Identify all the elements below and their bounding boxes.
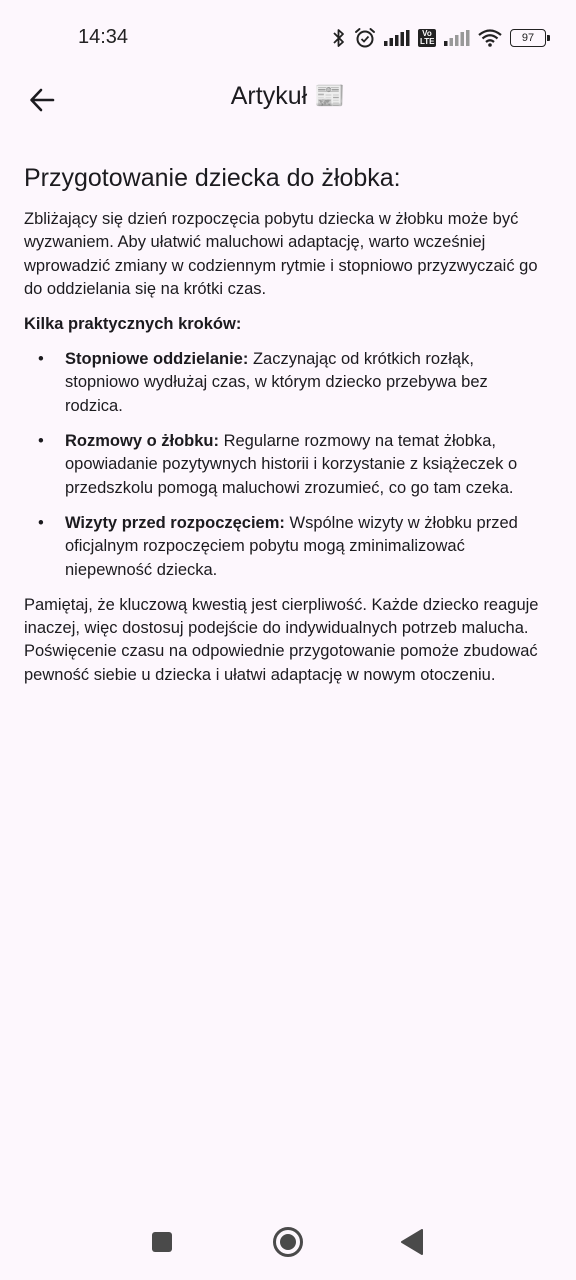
step-text: Zaczynając od krótkich rozłąk, stopniowo wydłużaj czas, w którym dziecko przebywa bez rodzica. <box>65 350 488 415</box>
bullet: • <box>38 513 44 532</box>
status-bar <box>0 0 576 76</box>
article-heading: Przygotowanie dziecka do żłobka: <box>24 164 401 192</box>
recents-button[interactable] <box>142 1222 182 1262</box>
step-text: Regularne rozmowy na temat żłobka, opowiadanie pozytywnych historii i korzystanie z książeczek o przedszkolu pomogą maluchowi zrozumieć, co go tam czeka. <box>65 432 518 497</box>
article-intro: Zbliżający się dzień rozpoczęcia pobytu dziecka w żłobku może być wyzwaniem. Aby ułatwić maluchowi adaptację, warto wcześniej wprowadzić zmiany w codziennym rytmie i stopniowo przyzwyczaić go do oddzielania się na krótki czas. <box>24 210 538 298</box>
status-icons <box>332 24 546 52</box>
status-time: 14:34 <box>78 26 129 48</box>
bullet: • <box>38 350 44 369</box>
back-triangle-icon <box>400 1229 424 1255</box>
article-conclusion: Pamiętaj, że kluczową kwestią jest cierpliwość. Każde dziecko reaguje inaczej, więc dostosuj podejście do indywidualnych potrzeb malucha. Poświęcenie czasu na odpowiednie przygotowanie pomoże zbudować pewność siebie u dziecka i ułatwi adaptację w nowym otoczeniu. <box>24 595 539 684</box>
nav-back-button[interactable] <box>392 1222 432 1262</box>
bullet: • <box>38 432 44 451</box>
step-title: Wizyty przed rozpoczęciem: <box>65 513 285 532</box>
step-title: Stopniowe oddzielanie: <box>65 350 249 369</box>
volte-icon: Vo LTE <box>420 29 435 46</box>
step-text: Wspólne wizyty w żłobku przed oficjalnym rozpoczęciem pobytu mogą zminimalizować niepewność dziecka. <box>65 513 518 579</box>
step-title: Rozmowy o żłobku: <box>65 432 219 451</box>
article <box>24 160 550 699</box>
list-item <box>24 348 550 418</box>
system-nav-bar <box>0 1204 576 1280</box>
steps-title: Kilka praktycznych kroków: <box>24 315 242 334</box>
home-button[interactable] <box>268 1222 308 1262</box>
alarm-icon <box>354 27 376 49</box>
list-item <box>24 512 550 582</box>
wifi-icon <box>478 29 502 47</box>
app-bar <box>0 76 576 124</box>
recents-square-icon <box>150 1230 174 1254</box>
list-item <box>24 430 550 500</box>
home-circle-icon <box>272 1226 304 1258</box>
battery-icon: 97 <box>510 29 546 47</box>
signal-icon <box>444 30 470 46</box>
page-title: Artykuł 📰 <box>230 82 346 110</box>
steps-list <box>24 348 550 582</box>
bluetooth-icon <box>332 28 346 48</box>
signal-icon <box>384 30 410 46</box>
